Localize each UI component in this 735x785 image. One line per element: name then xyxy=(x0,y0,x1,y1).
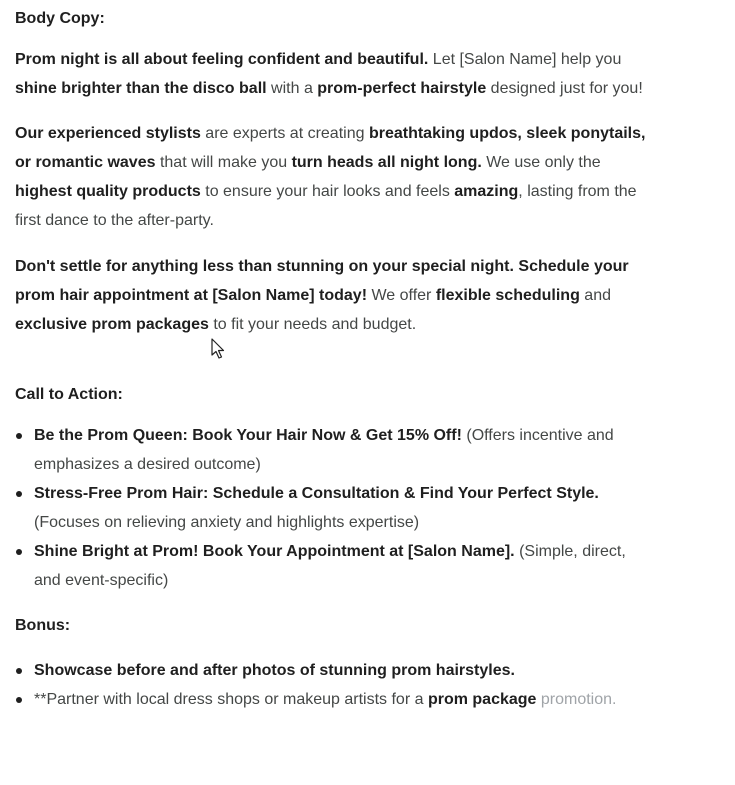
bullet-icon xyxy=(16,491,22,497)
list-item xyxy=(15,656,655,685)
bullet-icon xyxy=(16,433,22,439)
text: We use only the xyxy=(481,153,601,171)
list-item xyxy=(15,421,655,479)
bold-text: flexible scheduling xyxy=(435,287,580,305)
list-item xyxy=(15,479,655,537)
text: and xyxy=(579,287,611,305)
text: (Simple, direct, and event-specific) xyxy=(34,542,626,589)
bullet-icon xyxy=(16,668,22,674)
bold-text: turn heads all night long. xyxy=(291,153,482,171)
body-copy-heading: Body Copy: xyxy=(15,10,105,27)
bold-text: Don't settle for anything less than stunning on your special night. Schedule your prom hair appointment at [Salon Name] today! xyxy=(15,257,629,305)
bonus-list xyxy=(15,656,655,714)
body-copy-paragraph-3 xyxy=(15,252,655,340)
bold-text: Showcase before and after photos of stunning prom hairstyles. xyxy=(34,661,515,679)
text: (Offers incentive and emphasizes a desired outcome) xyxy=(34,426,614,473)
bold-text: prom-perfect hairstyle xyxy=(317,80,487,98)
text: that will make you xyxy=(155,153,292,171)
text: designed just for you! xyxy=(486,80,643,98)
bold-text: Our experienced stylists xyxy=(15,124,201,142)
call-to-action-heading: Call to Action: xyxy=(15,385,123,403)
call-to-action-list xyxy=(15,421,655,595)
text: We offer xyxy=(367,287,436,305)
text: (Focuses on relieving anxiety and highlights expertise) xyxy=(34,513,420,531)
bold-text: breathtaking updos, sleek ponytails, or romantic waves xyxy=(15,124,646,171)
bold-text: exclusive prom packages xyxy=(15,316,209,334)
bold-text: Prom night is all about feeling confident and beautiful. xyxy=(15,51,429,68)
bold-text: amazing xyxy=(454,183,519,201)
bold-text: highest quality products xyxy=(15,183,201,201)
text: are experts at creating xyxy=(200,124,369,142)
bold-text: prom package xyxy=(427,690,537,708)
response-content xyxy=(15,0,655,714)
bold-text: Stress-Free Prom Hair: Schedule a Consultation & Find Your Perfect Style. xyxy=(34,484,599,502)
list-item xyxy=(15,685,655,714)
list-item xyxy=(15,537,655,595)
bullet-icon xyxy=(16,697,22,703)
streaming-text: promotion. xyxy=(536,690,617,708)
bold-text: shine brighter than the disco ball xyxy=(15,80,267,98)
text: , lasting from the first dance to the after-party. xyxy=(15,183,637,230)
text: with a xyxy=(266,80,318,98)
bold-text: Be the Prom Queen: Book Your Hair Now & Get 15% Off! xyxy=(34,426,462,444)
mouse-pointer-icon xyxy=(211,338,225,360)
text: **Partner with local dress shops or makeup artists for a xyxy=(34,690,428,708)
text: to fit your needs and budget. xyxy=(208,316,417,334)
bold-text: Shine Bright at Prom! Book Your Appointment at [Salon Name]. xyxy=(34,542,515,560)
bullet-icon xyxy=(16,549,22,555)
body-copy-paragraph-1 xyxy=(15,45,655,104)
text: to ensure your hair looks and feels xyxy=(200,183,455,201)
bonus-heading: Bonus: xyxy=(15,616,71,634)
body-copy-paragraph-2 xyxy=(15,119,655,236)
text: Let [Salon Name] help you xyxy=(428,51,622,68)
